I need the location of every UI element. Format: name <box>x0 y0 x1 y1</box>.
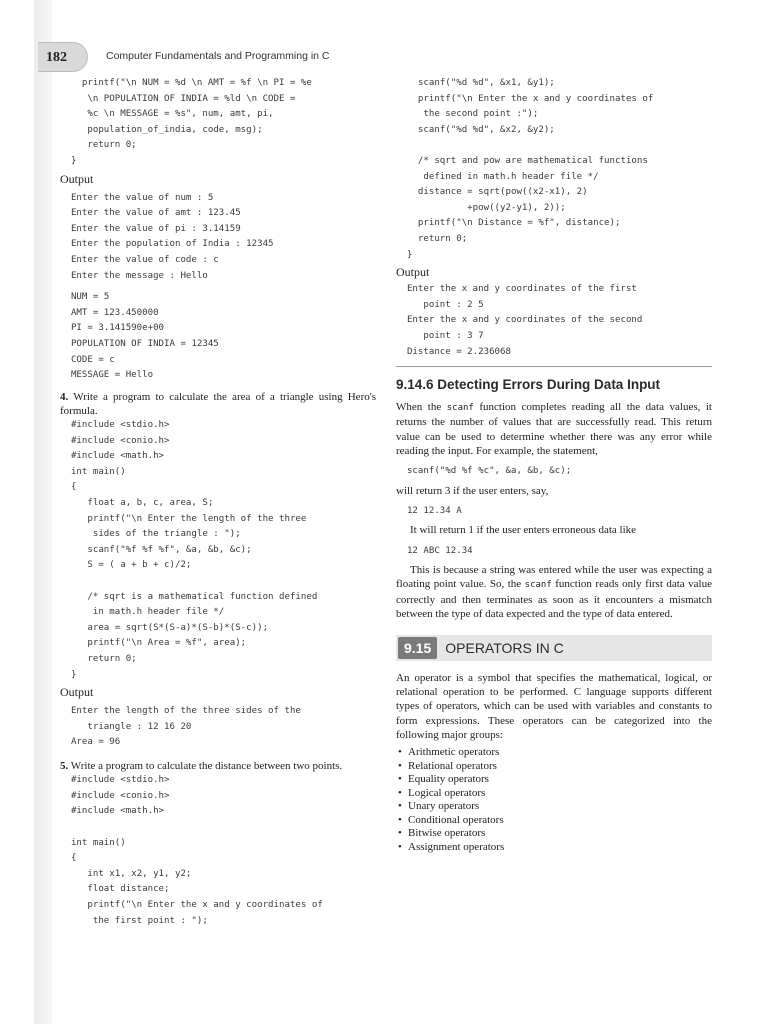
output-heading: Output <box>396 265 430 280</box>
section-heading-bar <box>396 635 712 661</box>
section-title-operators: OPERATORS IN C <box>445 639 564 656</box>
list-item: • Bitwise operators <box>396 827 712 841</box>
code-block-printf: printf("\n NUM = %d \n AMT = %f \n PI = %e \n POPULATION OF INDIA = %ld \n CODE = %c \n MESSAGE = %s", num, amt, pi, population_of_india, code, msg); return 0; } <box>70 78 312 166</box>
inline-code-scanf: scanf <box>524 580 552 591</box>
output-block-triangle: Enter the length of the three sides of the triangle : 12 16 20 Area = 96 <box>70 706 301 748</box>
section-divider <box>396 366 712 367</box>
list-item: • Equality operators <box>396 773 712 787</box>
page-edge-tab <box>34 0 52 1024</box>
paragraph-return-3: will return 3 if the user enters, say, <box>396 484 549 497</box>
section-title-detecting-errors: 9.14.6 Detecting Errors During Data Input <box>396 377 661 393</box>
code-example-valid-input: 12 12.34 A <box>396 505 462 516</box>
output-block-distance: Enter the x and y coordinates of the first point : 2 5 Enter the x and y coordinates of the second point : 3 7 Distance = 2.236068 <box>406 284 643 357</box>
left-column <box>60 76 376 929</box>
operators-list <box>396 746 712 855</box>
paragraph-scanf-return: When the scanf function completes reading all the data values, it returns the number of values that are successfully read. This return value can be used to determine whether there was any error while reading the input. For example, the statement, <box>396 401 712 457</box>
page-number: 182 <box>38 42 88 72</box>
question-4 <box>60 390 376 418</box>
code-example-bad-input: 12 ABC 12.34 <box>396 545 473 556</box>
code-block-triangle: #include <stdio.h> #include <conio.h> #include <math.h> int main() { float a, b, c, area, S; printf("\n Enter the length of the three sides of the triangle : "); scanf("%f %f %f", &a, &b, &c); S = ( a + b + c)/2; /* sqrt is a mathematical function defined in math.h header file */ area = sqrt(S*(S-a)*(S-b)*(S-c)); printf("\n Area = %f", area); return 0; } <box>70 420 318 680</box>
code-block-distance-cont: scanf("%d %d", &x1, &y1); printf("\n Enter the x and y coordinates of the second point :"); scanf("%d %d", &x2, &y2); /* sqrt and pow are mathematical functions defined in math.h header file */ distance = sqrt(pow((x2-x1), 2) +pow((y2-y1), 2)); printf("\n Distance = %f", distance); return 0; } <box>406 78 654 260</box>
paragraph-return-1: It will return 1 if the user enters erroneous data like <box>410 524 637 537</box>
running-head: Computer Fundamentals and Programming in C <box>106 50 330 62</box>
list-item: • Relational operators <box>396 760 712 774</box>
question-number: 5. <box>60 759 69 772</box>
output-block-result: NUM = 5 AMT = 123.450000 PI = 3.141590e+00 POPULATION OF INDIA = 12345 CODE = c MESSAGE = Hello <box>70 292 219 381</box>
question-text: Write a program to calculate the area of a triangle using Hero's formula. <box>60 390 376 417</box>
question-5 <box>60 759 376 773</box>
code-block-distance: #include <stdio.h> #include <conio.h> #include <math.h> int main() { int x1, x2, y1, y2; float distance; printf("\n Enter the x and y coordinates of the first point : "); <box>70 775 323 926</box>
paragraph-operators-intro: An operator is a symbol that specifies the mathematical, logical, or relational operation to be performed. C language supports different types of operators, which can be used with variables and constants to form expressions. These operators can be categorized into the following major groups: <box>396 671 712 741</box>
output-heading: Output <box>60 685 94 700</box>
question-text: Write a program to calculate the distance between two points. <box>68 759 343 772</box>
right-column <box>396 76 712 855</box>
output-heading: Output <box>60 171 94 186</box>
output-block-input: Enter the value of num : 5 Enter the value of amt : 123.45 Enter the value of pi : 3.14159 Enter the population of India : 12345 Enter the value of code : c Enter the message : Hello <box>70 192 274 281</box>
list-item: • Assignment operators <box>396 841 712 855</box>
list-item: • Arithmetic operators <box>396 746 712 760</box>
list-item: • Unary operators <box>396 800 712 814</box>
list-item: • Conditional operators <box>396 814 712 828</box>
inline-code-scanf: scanf <box>446 403 474 414</box>
paragraph-mismatch: This is because a string was entered while the user was expecting a floating point value. So, the scanf function reads only first data value correctly and then terminates as soon as it encounters a mismatch between the type of data expected and the type of data entered. <box>396 564 712 620</box>
list-item: • Logical operators <box>396 787 712 801</box>
section-number-badge: 9.15 <box>398 637 437 659</box>
code-example-scanf: scanf("%d %f %c", &a, &b, &c); <box>396 465 572 476</box>
question-number: 4. <box>60 390 69 403</box>
